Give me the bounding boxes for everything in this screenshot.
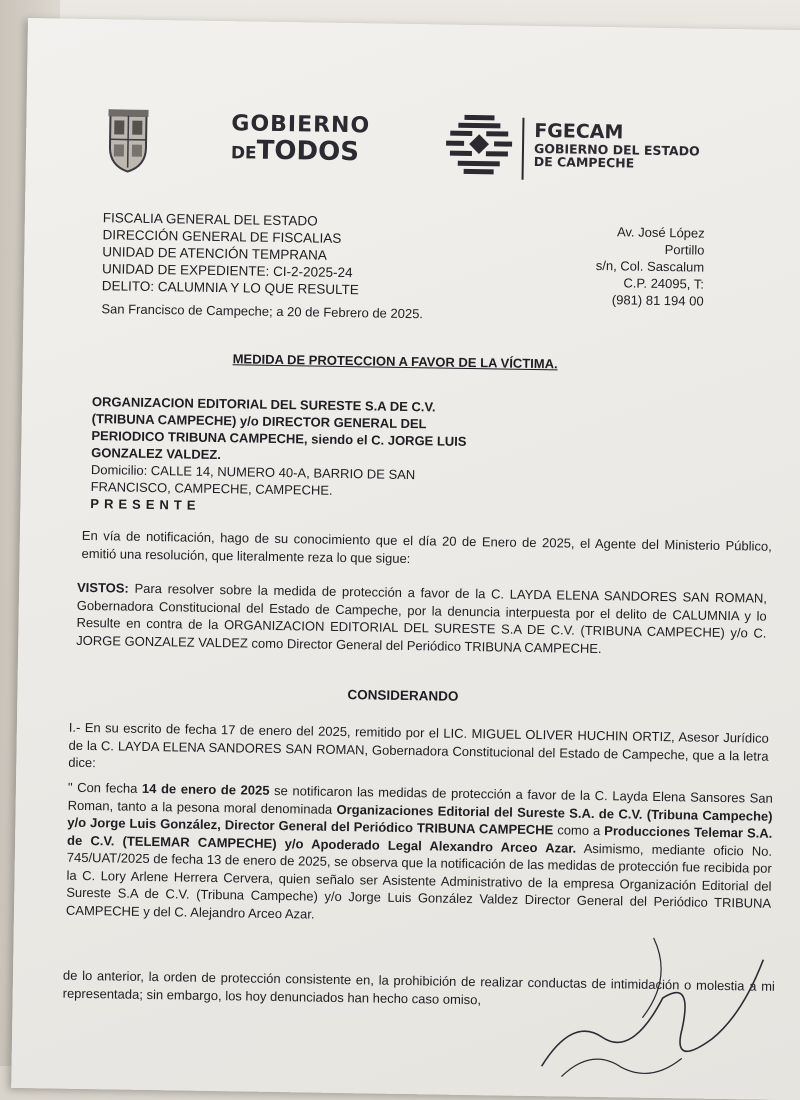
address-line: s/n, Col. Sascalum — [595, 257, 705, 275]
fgecam-sub-2: DE CAMPECHE — [533, 154, 635, 171]
fgecam-sub-1: GOBIERNO DEL ESTADO — [533, 140, 700, 159]
place-date: San Francisco de Campeche; a 20 de Febrero de 2025. — [101, 301, 424, 322]
signature-scribble-icon — [531, 916, 774, 1090]
vistos-lead: VISTOS: — [76, 579, 129, 596]
document-title: MEDIDA DE PROTECCION A FAVOR DE LA VÍCTIMA. — [232, 351, 558, 372]
office-line: FISCALIA GENERAL DEL ESTADO — [102, 210, 318, 229]
paragraph-vistos — [76, 579, 767, 660]
logo-line-1: GOBIERNO — [231, 111, 371, 139]
address-line: Av. José López — [616, 224, 705, 241]
considerando-heading: CONSIDERANDO — [347, 687, 459, 704]
coat-of-arms-icon — [104, 107, 153, 174]
quote-part: " Con fecha — [67, 779, 143, 796]
presente: PRESENTE — [90, 496, 201, 513]
fgecam-divider — [522, 118, 525, 180]
office-line: DELITO: CALUMNIA Y LO QUE RESULTE — [101, 278, 359, 298]
addressee-block — [90, 393, 492, 518]
quote-part-bold: Producciones Telemar S.A. de C.V. (TELEMAR CAMPECHE) y/o Apoderado Legal Alexandro Arceo Azar. — [66, 823, 773, 856]
addressee-domicilio: Domicilio: CALLE 14, NUMERO 40-A, BARRIO DE SAN FRANCISCO, CAMPECHE, CAMPECHE. — [90, 462, 416, 498]
logo-de: DE — [230, 143, 257, 164]
address-block — [564, 222, 705, 309]
office-line: UNIDAD DE EXPEDIENTE: CI-2-2025-24 — [101, 261, 353, 281]
vistos-text: Para resolver sobre la medida de protección a favor de la C. LAYDA ELENA SANDORES SAN ROMAN, Gobernadora Constitucional del Estado de Campeche, por la denuncia interpuesta por el delito de CALUMNIA y lo Resulte en contra de la ORGANIZACION EDITORIAL DEL SURESTE S.A DE C.V. (TRIBUNA CAMPECHE) y/o C. JORGE GONZALEZ VALDEZ como Director General del Periódico TRIBUNA CAMPECHE. — [76, 580, 768, 656]
document-page — [11, 18, 800, 1100]
fgecam-title: FGECAM — [534, 119, 624, 144]
logo-todos: TODOS — [256, 135, 360, 168]
addressee-name: ORGANIZACION EDITORIAL DEL SURESTE S.A DE C.V. (TRIBUNA CAMPECHE) y/o DIRECTOR GENERAL DEL PERIODICO TRIBUNA CAMPECHE, siendo el C. JORGE LUIS GONZALEZ VALDEZ. — [91, 394, 467, 463]
paragraph-considerando-1: I.- En su escrito de fecha 17 de enero del 2025, remitido por el LIC. MIGUEL OLIVER HUCHIN ORTIZ, Asesor Jurídico de la C. LAYDA ELENA SANDORES SAN ROMAN, Gobernadora Constitucional del Estado de Campeche, que a la letra dice: — [68, 719, 769, 771]
quote-part: Asimismo, mediante oficio No. 745/UAT/2025 de fecha 13 de enero de 2025, se observa que la notificación de las medidas de protección fue recibida por la C. Lory Arlene Herrera Cervera, quien señalo ser Asistente Administrativo de la empresa Organización Editorial del Sureste S.A de C.V. (Tribuna Campeche) y/o Jorge Luis González Valdez Director General del Periódico TRIBUNA CAMPECHE y del C. Alejandro Arceo Azar. — [65, 840, 773, 922]
office-block — [102, 209, 360, 298]
address-line: C.P. 24095, T: — [623, 275, 705, 292]
office-line: DIRECCIÓN GENERAL DE FISCALIAS — [102, 227, 342, 246]
address-line: Portillo — [664, 242, 705, 258]
address-line: (981) 81 194 00 — [611, 292, 704, 309]
paragraph-notification: En vía de notificación, hago de su conocimiento que el día 20 de Enero de 2025, el Agente del Ministerio Público, emitió una resolución, que literalmente reza lo que sigue: — [81, 527, 772, 566]
quote-part-bold: Organizaciones Editorial del Sureste S.A. de C.V. (Tribuna Campeche) y/o Jorge Luis González, Director General del Periódico TRIBUNA CAMPECHE — [67, 801, 773, 838]
quote-part: se notificaron las medidas de protección a favor de la C. Layda Elena Sansores San Roman, tanto a la pesona moral denominada — [67, 782, 773, 817]
paragraph-quote — [66, 779, 773, 930]
fgecam-logo-text — [533, 119, 700, 171]
quote-part-bold: 14 de enero de 2025 — [141, 780, 270, 798]
gobierno-de-todos-logo — [230, 111, 371, 168]
logo-line-2 — [230, 135, 370, 168]
paragraph-continuation: de lo anterior, la orden de protección consistente en, la prohibición de realizar conductas de intimidación o molestia a mi representada; sin embargo, los hoy denunciados han hecho caso omiso, — [62, 967, 775, 1007]
office-line: UNIDAD DE ATENCIÓN TEMPRANA — [102, 244, 327, 263]
quote-part: como a — [553, 822, 605, 839]
fgecam-emblem-icon — [443, 111, 514, 184]
